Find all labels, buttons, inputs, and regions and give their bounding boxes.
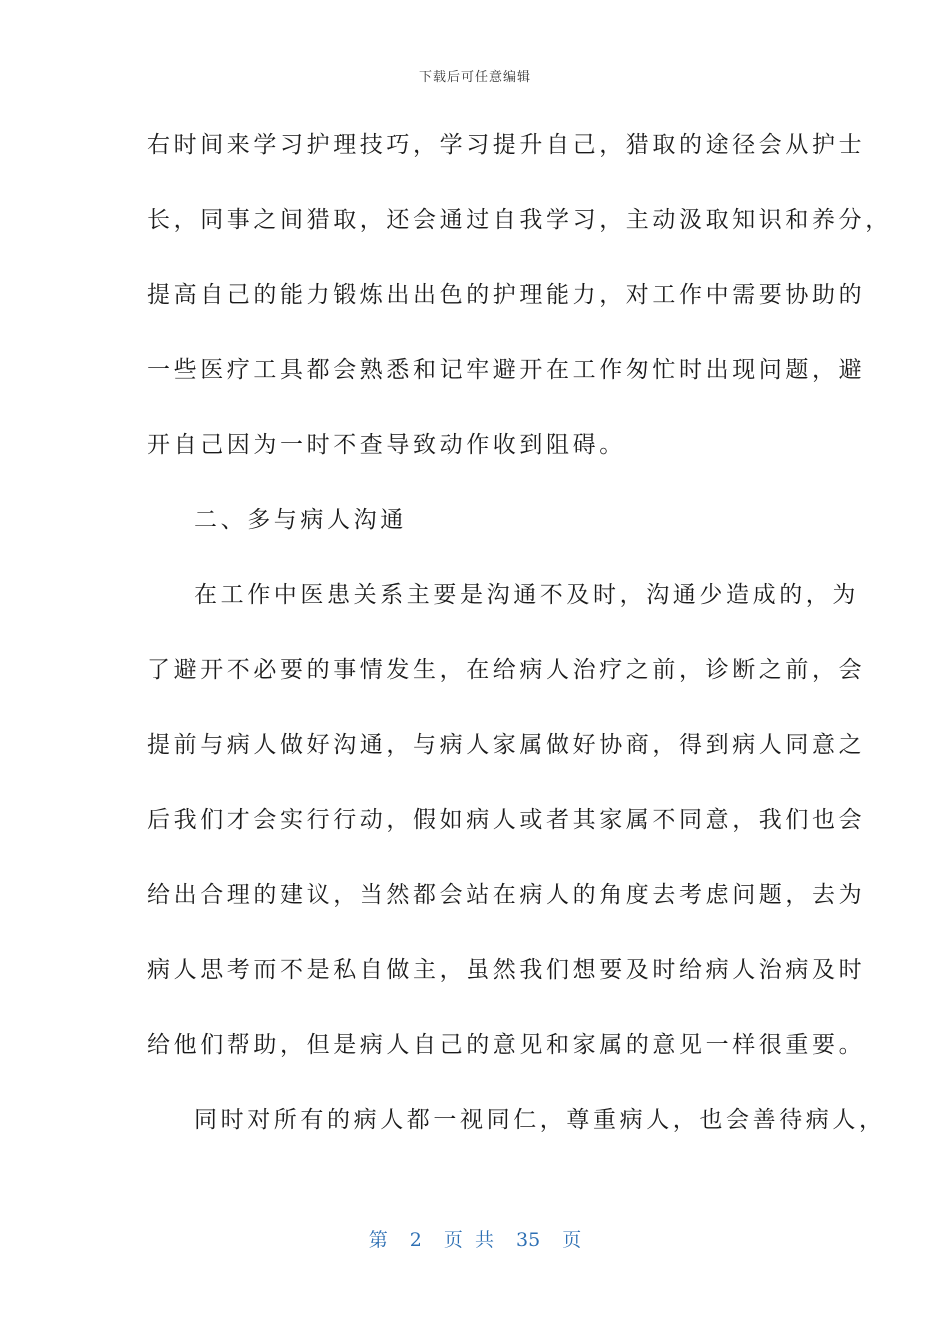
body-line: 了避开不必要的事情发生，在给病人治疗之前，诊断之前，会 <box>147 657 866 683</box>
section-heading: 二、多与病人沟通 <box>194 507 407 533</box>
page-number-footer <box>0 1225 950 1252</box>
footer-suffix: 页 <box>562 1229 582 1251</box>
body-line: 后我们才会实行行动，假如病人或者其家属不同意，我们也会 <box>147 807 866 833</box>
header-note: 下载后可任意编辑 <box>418 70 531 85</box>
body-line: 给他们帮助，但是病人自己的意见和家属的意见一样很重要。 <box>147 1032 866 1058</box>
body-line: 一些医疗工具都会熟悉和记牢避开在工作匆忙时出现问题，避 <box>147 357 866 383</box>
body-line: 提前与病人做好沟通，与病人家属做好协商，得到病人同意之 <box>147 732 866 758</box>
body-line: 在工作中医患关系主要是沟通不及时，沟通少造成的，为 <box>194 582 859 608</box>
body-line: 长，同事之间猎取，还会通过自我学习，主动汲取知识和养分， <box>147 207 892 233</box>
body-line: 病人思考而不是私自做主，虽然我们想要及时给病人治病及时 <box>147 957 866 983</box>
footer-prefix: 第 <box>368 1229 388 1251</box>
body-line: 同时对所有的病人都一视同仁，尊重病人，也会善待病人， <box>194 1107 886 1133</box>
total-page-count: 35 <box>516 1229 541 1251</box>
footer-middle: 页 共 <box>443 1229 494 1251</box>
body-line: 开自己因为一时不查导致动作收到阻碍。 <box>147 432 626 458</box>
body-line: 提高自己的能力锻炼出出色的护理能力，对工作中需要协助的 <box>147 282 866 308</box>
body-line: 右时间来学习护理技巧，学习提升自己，猎取的途径会从护士 <box>147 132 866 158</box>
body-line: 给出合理的建议，当然都会站在病人的角度去考虑问题，去为 <box>147 882 866 908</box>
current-page-number: 2 <box>409 1229 422 1251</box>
